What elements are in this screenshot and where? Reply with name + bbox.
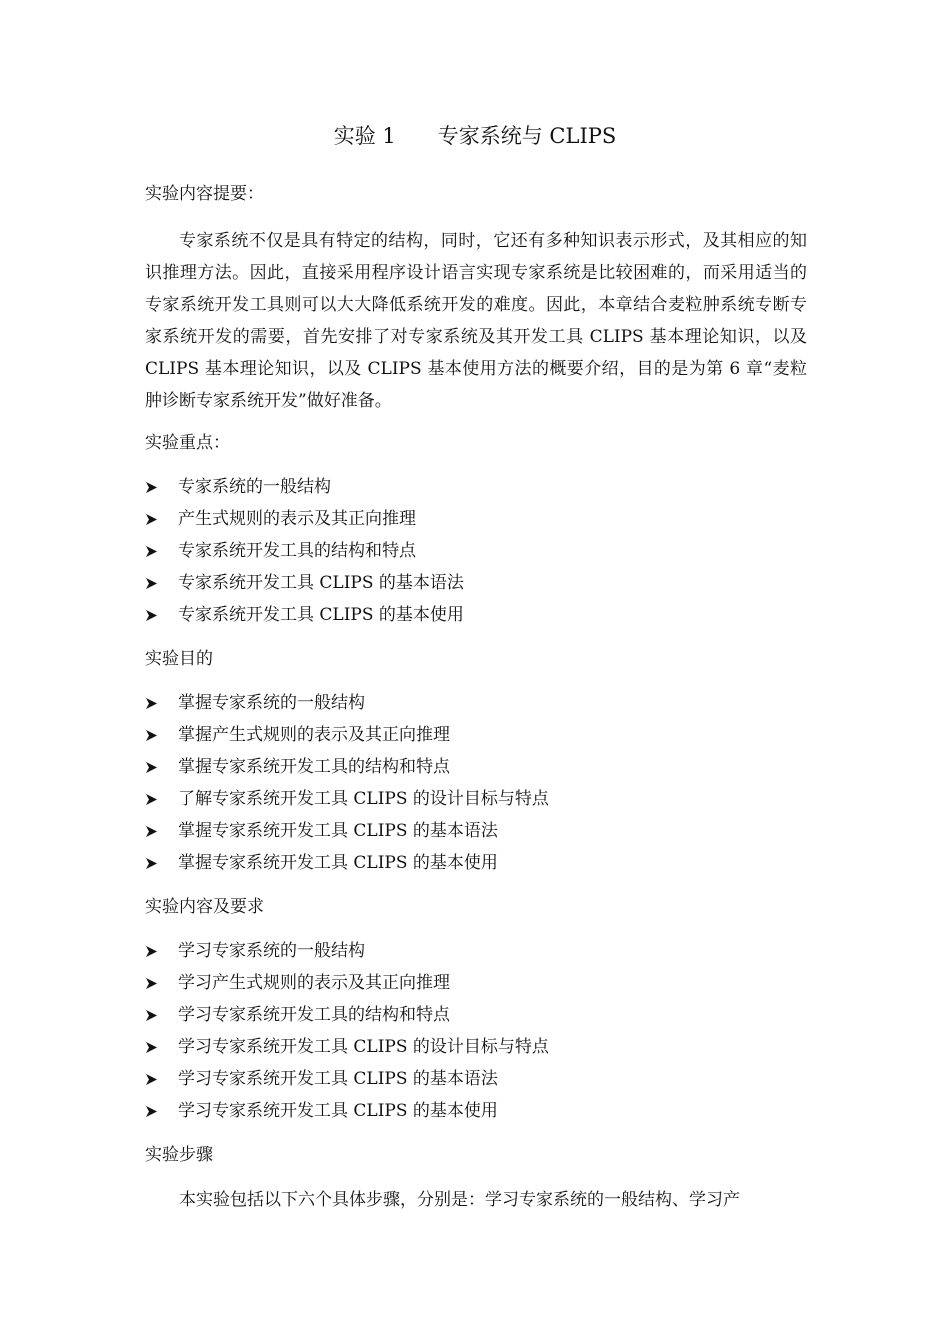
list-item-text: 掌握产生式规则的表示及其正向推理 [178, 725, 450, 745]
list-item [145, 471, 464, 503]
list-item-text: 学习专家系统开发工具 CLIPS 的基本语法 [178, 1069, 498, 1089]
arrowhead-bullet-icon [145, 729, 158, 742]
list-item-text: 学习专家系统开发工具的结构和特点 [178, 1005, 450, 1025]
list-item [145, 847, 549, 879]
list-item [145, 1031, 549, 1063]
list-item [145, 567, 464, 599]
arrowhead-bullet-icon [145, 1041, 158, 1054]
list-item [145, 535, 464, 567]
page-title: 实验 1 专家系统与 CLIPS [333, 124, 617, 148]
arrowhead-bullet-icon [145, 977, 158, 990]
objectives-heading: 实验目的 [145, 649, 213, 669]
list-item [145, 599, 464, 631]
arrowhead-bullet-icon [145, 513, 158, 526]
arrowhead-bullet-icon [145, 545, 158, 558]
list-item [145, 751, 549, 783]
summary-heading: 实验内容提要： [145, 184, 264, 204]
list-item-text: 掌握专家系统开发工具 CLIPS 的基本使用 [178, 853, 498, 873]
list-item [145, 503, 464, 535]
list-item-text: 掌握专家系统开发工具的结构和特点 [178, 757, 450, 777]
requirements-heading: 实验内容及要求 [145, 897, 264, 917]
arrowhead-bullet-icon [145, 793, 158, 806]
list-item-text: 学习产生式规则的表示及其正向推理 [178, 973, 450, 993]
arrowhead-bullet-icon [145, 945, 158, 958]
arrowhead-bullet-icon [145, 609, 158, 622]
list-item-text: 掌握专家系统的一般结构 [178, 693, 365, 713]
arrowhead-bullet-icon [145, 1105, 158, 1118]
steps-paragraph: 本实验包括以下六个具体步骤，分别是：学习专家系统的一般结构、学习产 [179, 1190, 740, 1210]
key-points-list [145, 471, 464, 631]
steps-heading: 实验步骤 [145, 1145, 213, 1165]
list-item-text: 学习专家系统的一般结构 [178, 941, 365, 961]
arrowhead-bullet-icon [145, 1009, 158, 1022]
summary-paragraph: 专家系统不仅是具有特定的结构，同时，它还有多种知识表示形式，及其相应的知识推理方法。因此，直接采用程序设计语言实现专家系统是比较困难的，而采用适当的专家系统开发工具则可以大大降低系统开发的难度。因此，本章结合麦粒肿系统专断专家系统开发的需要，首先安排了对专家系统及其开发工具 CLIPS 基本理论知识，以及 CLIPS 基本理论知识，以及 CLIPS 基本使用方法的概要介绍，目的是为第 6 章“麦粒肿诊断专家系统开发”做好准备。 [145, 231, 807, 411]
list-item [145, 1095, 549, 1127]
list-item-text: 了解专家系统开发工具 CLIPS 的设计目标与特点 [178, 789, 549, 809]
list-item-text: 产生式规则的表示及其正向推理 [178, 509, 416, 529]
list-item [145, 999, 549, 1031]
arrowhead-bullet-icon [145, 825, 158, 838]
list-item-text: 学习专家系统开发工具 CLIPS 的设计目标与特点 [178, 1037, 549, 1057]
list-item-text: 学习专家系统开发工具 CLIPS 的基本使用 [178, 1101, 498, 1121]
list-item-text: 专家系统开发工具的结构和特点 [178, 541, 416, 561]
list-item-text: 专家系统开发工具 CLIPS 的基本语法 [178, 573, 464, 593]
requirements-list [145, 935, 549, 1127]
list-item [145, 719, 549, 751]
list-item [145, 967, 549, 999]
arrowhead-bullet-icon [145, 857, 158, 870]
arrowhead-bullet-icon [145, 697, 158, 710]
list-item [145, 687, 549, 719]
list-item-text: 专家系统的一般结构 [178, 477, 331, 497]
list-item [145, 1063, 549, 1095]
list-item [145, 783, 549, 815]
list-item [145, 815, 549, 847]
arrowhead-bullet-icon [145, 1073, 158, 1086]
key-points-heading: 实验重点： [145, 433, 230, 453]
arrowhead-bullet-icon [145, 761, 158, 774]
list-item [145, 935, 549, 967]
list-item-text: 专家系统开发工具 CLIPS 的基本使用 [178, 605, 464, 625]
list-item-text: 掌握专家系统开发工具 CLIPS 的基本语法 [178, 821, 498, 841]
objectives-list [145, 687, 549, 879]
arrowhead-bullet-icon [145, 577, 158, 590]
arrowhead-bullet-icon [145, 481, 158, 494]
